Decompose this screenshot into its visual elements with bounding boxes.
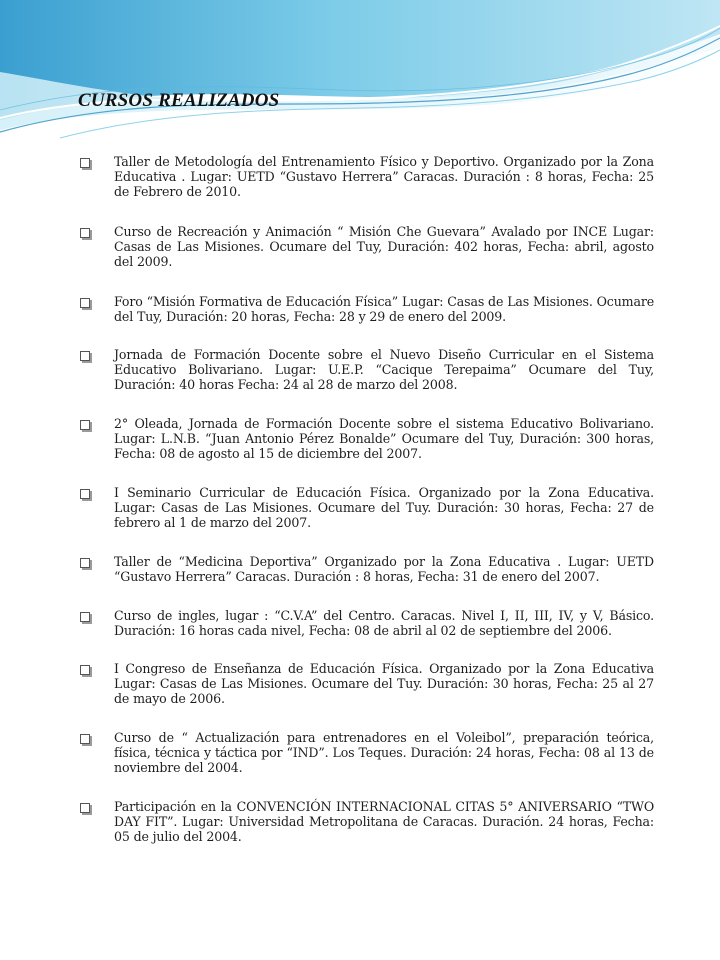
square-bullet-icon	[80, 803, 90, 813]
course-entry: Participación en la CONVENCIÓN INTERNACIONAL CITAS 5° ANIVERSARIO “TWO DAY FIT”. Lugar: Universidad Metropolitana de Caracas. Duración. 24 horas, Fecha: 05 de julio del 2004.	[114, 799, 654, 844]
square-bullet-icon	[80, 298, 90, 308]
square-bullet-icon	[80, 612, 90, 622]
square-bullet-icon	[80, 420, 90, 430]
course-entry: I Seminario Curricular de Educación Física. Organizado por la Zona Educativa. Lugar: Casas de Las Misiones. Ocumare del Tuy. Duración: 30 horas, Fecha: 27 de febrero al 1 de marzo del 2007.	[114, 485, 654, 530]
course-entry: Foro “Misión Formativa de Educación Física” Lugar: Casas de Las Misiones. Ocumare del Tuy, Duración: 20 horas, Fecha: 28 y 29 de enero del 2009.	[114, 294, 654, 324]
page-title: CURSOS REALIZADOS	[78, 90, 280, 111]
course-entry: I Congreso de Enseñanza de Educación Física. Organizado por la Zona Educativa Lugar: Casas de Las Misiones. Ocumare del Tuy. Duración: 30 horas, Fecha: 25 al 27 de mayo de 2006.	[114, 661, 654, 706]
course-entry: Curso de ingles, lugar : “C.V.A” del Centro. Caracas. Nivel I, II, III, IV, y V, Básico. Duración: 16 horas cada nivel, Fecha: 08 de abril al 02 de septiembre del 2006.	[114, 608, 654, 638]
square-bullet-icon	[80, 558, 90, 568]
square-bullet-icon	[80, 158, 90, 168]
course-entry: Curso de “ Actualización para entrenadores en el Voleibol”, preparación teórica, física, técnica y táctica por “IND”. Los Teques. Duración: 24 horas, Fecha: 08 al 13 de noviembre del 2004.	[114, 730, 654, 775]
square-bullet-icon	[80, 351, 90, 361]
square-bullet-icon	[80, 228, 90, 238]
square-bullet-icon	[80, 489, 90, 499]
course-entry: Taller de “Medicina Deportiva” Organizado por la Zona Educativa . Lugar: UETD “Gustavo Herrera” Caracas. Duración : 8 horas, Fecha: 31 de enero del 2007.	[114, 554, 654, 584]
course-entry: Jornada de Formación Docente sobre el Nuevo Diseño Curricular en el Sistema Educativo Bolivariano. Lugar: U.E.P. “Cacique Terepaima” Ocumare del Tuy, Duración: 40 horas Fecha: 24 al 28 de marzo del 2008.	[114, 347, 654, 392]
course-entry: 2° Oleada, Jornada de Formación Docente sobre el sistema Educativo Bolivariano. Lugar: L.N.B. “Juan Antonio Pérez Bonalde” Ocumare del Tuy, Duración: 300 horas, Fecha: 08 de agosto al 15 de diciembre del 2007.	[114, 416, 654, 461]
square-bullet-icon	[80, 665, 90, 675]
course-entry: Curso de Recreación y Animación “ Misión Che Guevara” Avalado por INCE Lugar: Casas de Las Misiones. Ocumare del Tuy, Duración: 402 horas, Fecha: abril, agosto del 2009.	[114, 224, 654, 269]
course-entry: Taller de Metodología del Entrenamiento Físico y Deportivo. Organizado por la Zona Educativa . Lugar: UETD “Gustavo Herrera” Caracas. Duración : 8 horas, Fecha: 25 de Febrero de 2010.	[114, 154, 654, 199]
square-bullet-icon	[80, 734, 90, 744]
